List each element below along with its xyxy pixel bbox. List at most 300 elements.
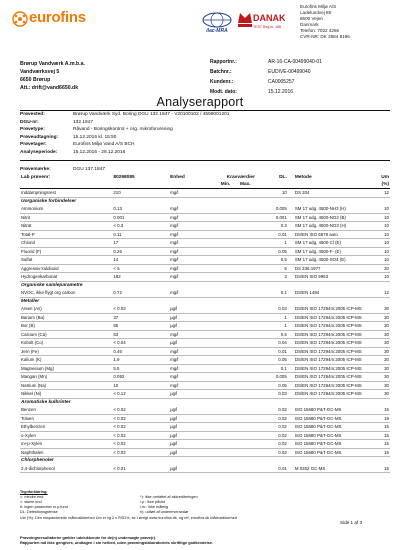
cell-um: 30	[363, 339, 390, 348]
cell-min	[220, 448, 239, 457]
cell-max	[239, 330, 262, 339]
cell-max	[239, 373, 262, 382]
cell-method: DS/EN ISO 17294m:2005 ICP-MS	[291, 330, 363, 339]
cell-min	[220, 406, 239, 414]
danak-logo	[236, 9, 286, 39]
cell-unit: mg/l	[169, 289, 220, 297]
cell-unit: mg/l	[169, 205, 220, 213]
meta-value: 15.12.2016	[268, 89, 294, 95]
cell-method: ISO 15680 P&T-GC-MS	[291, 406, 363, 414]
cell-method: DS 204	[291, 189, 363, 198]
cell-max	[239, 205, 262, 213]
cell-unit: mg/l	[169, 373, 220, 382]
table-row	[20, 414, 390, 423]
page-indicator	[340, 520, 362, 525]
cell-method: SM 17 udg. 4500-F- (E)	[291, 247, 363, 256]
cell-um: 30	[363, 356, 390, 365]
info-row	[20, 134, 390, 142]
table-row	[20, 448, 390, 457]
cell-method: DS/EN ISO 17294m:2005 ICP-MS	[291, 356, 363, 365]
cell-max	[239, 256, 262, 265]
cell-max	[239, 189, 262, 198]
cell-max	[239, 448, 262, 457]
cell-um: 12	[363, 189, 390, 198]
cell-max	[239, 364, 262, 373]
cell-um: 30	[363, 381, 390, 390]
cell-um: 30	[363, 330, 390, 339]
cell-value: < 0.02	[112, 406, 169, 414]
cell-unit: µg/l	[169, 465, 220, 473]
cell-min	[220, 356, 239, 365]
table-row	[20, 322, 390, 331]
cell-value: 210	[112, 189, 169, 198]
sample-mark-label: Prøvemærke:	[20, 167, 51, 172]
page-current: 1	[350, 520, 354, 525]
cell-um: 30	[363, 373, 390, 382]
table-row	[20, 364, 390, 373]
cell-min	[220, 273, 239, 282]
cell-dl: 0.01	[262, 230, 291, 239]
cell-um: 30	[363, 305, 390, 313]
meta-label: Kundenr.:	[210, 79, 234, 85]
table-row	[20, 256, 390, 265]
cell-max	[239, 423, 262, 432]
cell-parameter: Barium (Ba)	[20, 313, 112, 322]
cell-min	[220, 230, 239, 239]
sample-info	[20, 111, 390, 157]
cell-parameter: Nikkel (Ni)	[20, 390, 112, 399]
legend-item: >: større end	[20, 500, 42, 504]
cell-value: 17	[112, 239, 169, 248]
table-row	[20, 406, 390, 414]
cell-unit: mg/l	[169, 356, 220, 365]
results-table	[20, 174, 390, 473]
cell-method: DS/EN ISO 17294m:2005 ICP-MS	[291, 322, 363, 331]
info-label: Prøvetype:	[20, 127, 45, 133]
info-label: Prøveudtagning:	[20, 134, 59, 140]
cell-min	[220, 305, 239, 313]
table-row	[20, 289, 390, 297]
cell-parameter: o-Xylen	[20, 431, 112, 440]
brand-name: eurofins	[29, 9, 86, 26]
cell-parameter: Chlorid	[20, 239, 112, 248]
cell-value: 182	[112, 273, 169, 282]
cell-dl: 0.005	[262, 373, 291, 382]
page-of: af	[354, 520, 359, 525]
cell-min	[220, 205, 239, 213]
cell-unit: mg/l	[169, 364, 220, 373]
info-label: Prøvetager:	[20, 142, 47, 148]
cell-um: 10	[363, 247, 390, 256]
sample-mark	[20, 166, 390, 173]
customer-name: Brørup Vandværk A.m.b.a.	[20, 61, 85, 67]
ilac-mra-logo	[200, 11, 234, 37]
cell-min	[220, 373, 239, 382]
cell-max	[239, 414, 262, 423]
cell-dl: 0.02	[262, 414, 291, 423]
legend	[20, 490, 390, 521]
cell-value: < 0.02	[112, 414, 169, 423]
info-label: DGU-nr:	[20, 119, 39, 125]
cell-min	[220, 264, 239, 273]
cell-parameter: Kobolt (Co)	[20, 339, 112, 348]
cell-value: 1.9	[112, 356, 169, 365]
table-row	[20, 390, 390, 399]
meta-value: EUDIVE-00499040	[268, 69, 311, 75]
cell-dl: 10	[262, 189, 291, 198]
cell-method: DS/EN ISO 17294m:2005 ICP-MS	[291, 390, 363, 399]
cell-unit: µg/l	[169, 431, 220, 440]
cell-method: DS/EN ISO 6878 auto	[291, 230, 363, 239]
table-group-header	[20, 297, 390, 305]
cell-method: DS/EN ISO 17294m:2005 ICP-MS	[291, 347, 363, 356]
cell-max	[239, 390, 262, 399]
cell-parameter: 2,4-dichlorphenol	[20, 465, 112, 473]
cell-dl: 0.02	[262, 440, 291, 449]
cell-min	[220, 423, 239, 432]
table-group-header	[20, 398, 390, 406]
cell-dl: 0.02	[262, 406, 291, 414]
cell-unit: µg/l	[169, 414, 220, 423]
legend-col-left	[20, 495, 140, 515]
legend-item: i.p.: ikke påvist	[140, 500, 165, 504]
col-header-dl: DL.	[279, 175, 287, 180]
cell-max	[239, 406, 262, 414]
meta-row	[210, 57, 390, 67]
col-header-um: Um	[381, 175, 389, 180]
cell-min	[220, 440, 239, 449]
table-row	[20, 356, 390, 365]
cell-method: ISO 15680 P&T-GC-MS	[291, 414, 363, 423]
col-header-name: Lab prøvenr:	[21, 175, 51, 180]
cell-parameter: Total-P	[20, 230, 112, 239]
cell-um: 10	[363, 222, 390, 231]
cell-dl: 0.1	[262, 289, 291, 297]
legend-item: DL: Detektionsgrænse	[20, 510, 58, 514]
cell-min	[220, 239, 239, 248]
info-value: Råvand - Boringskontrol + org. mikroforurening	[73, 127, 173, 133]
table-row	[20, 465, 390, 473]
cell-min	[220, 390, 239, 399]
cell-value: 5.5	[112, 364, 169, 373]
cell-method: ISO 15680 P&T-GC-MS	[291, 423, 363, 432]
cell-um: 15	[363, 431, 390, 440]
sample-mark-value: DGU 137.1847	[73, 167, 105, 172]
uncertainty-note: Um (%): Den ekspanderede måleusikkerhed Um er lig 2 x RSD%, se i øvrigt www.eurofins.dk, og ref. eurofins.dk Måleusikkerhed	[20, 516, 237, 520]
cell-unit: mg/l	[169, 264, 220, 273]
cell-max	[239, 230, 262, 239]
cell-parameter: Jern (Fe)	[20, 347, 112, 356]
cell-um: 10	[363, 205, 390, 213]
cell-max	[239, 273, 262, 282]
cell-max	[239, 322, 262, 331]
cell-um: 15	[363, 465, 390, 473]
cell-value: < 0.02	[112, 431, 169, 440]
cell-min	[220, 189, 239, 198]
cell-dl: 0.5	[262, 330, 291, 339]
cell-um: 19	[363, 414, 390, 423]
eurofins-logo	[12, 11, 104, 27]
cell-um: 20	[363, 264, 390, 273]
cell-value: < 0.04	[112, 339, 169, 348]
cell-parameter: Nitrit	[20, 213, 112, 222]
cell-min	[220, 330, 239, 339]
cell-um: 30	[363, 313, 390, 322]
info-value: Brørup Vandværk Syd. Boring DGU 132.1847 - V20100102 / 4559001201	[73, 112, 230, 117]
cell-dl: 1	[262, 239, 291, 248]
cell-dl: 0.04	[262, 339, 291, 348]
legend-title: Tegnforklaring:	[20, 490, 48, 494]
cell-max	[239, 305, 262, 313]
company-line: 6600 Vejen	[300, 16, 323, 21]
cell-value: < 0.01	[112, 465, 169, 473]
cell-um: 10	[363, 213, 390, 222]
customer-city: 6650 Brørup	[20, 77, 51, 83]
info-label: Prøvested:	[20, 112, 45, 117]
cell-parameter: NVOC, ikke flygt org carbon	[20, 289, 112, 297]
table-row	[20, 381, 390, 390]
cell-dl: 0.01	[262, 465, 291, 473]
danak-reg: TEST Reg.nr. 168	[253, 25, 281, 29]
cell-unit: µg/l	[169, 305, 220, 313]
cell-max	[239, 313, 262, 322]
cell-parameter: m+p-Xylen	[20, 440, 112, 449]
table-row	[20, 330, 390, 339]
meta-label: Modt. dato:	[210, 89, 237, 95]
table-row	[20, 230, 390, 239]
cell-method: ISO 15680 P&T-GC-MS	[291, 431, 363, 440]
legend-item: #: ingen parameter m.p.fund	[20, 505, 68, 509]
cell-unit: mg/l	[169, 222, 220, 231]
cell-um: 10	[363, 230, 390, 239]
cell-max	[239, 465, 262, 473]
cell-min	[220, 322, 239, 331]
ilac-mra-text: ilac-MRA	[206, 28, 228, 34]
cell-parameter: Mangan (Mn)	[20, 373, 112, 382]
cell-dl: 0.001	[262, 213, 291, 222]
legend-item: i.m.: ikke målelig	[140, 505, 169, 509]
cell-parameter: Toluen	[20, 414, 112, 423]
col-header-um-pct: (%)	[363, 182, 390, 189]
group-label: Chlorphenoler	[21, 458, 54, 463]
meta-value: CA0005257	[268, 79, 295, 85]
cell-dl: 0.05	[262, 356, 291, 365]
cell-max	[239, 247, 262, 256]
cell-min	[220, 313, 239, 322]
cell-unit: mg/l	[169, 330, 220, 339]
cell-parameter: Natrium (Na)	[20, 381, 112, 390]
table-group-header	[20, 281, 390, 289]
footer-line: Rapporten må ikke gengives, undtagen i sin helhed, uden prøvningslaboratoriets skriftlige godkendelse.	[20, 540, 214, 545]
table-row	[20, 431, 390, 440]
cell-value: 14	[112, 256, 169, 265]
cell-method: ISO 15680 P&T-GC-MS	[291, 448, 363, 457]
company-address	[300, 4, 395, 40]
cell-unit: mg/l	[169, 347, 220, 356]
cell-parameter: Fluorid (F)	[20, 247, 112, 256]
info-row	[20, 149, 390, 157]
cell-um: 10	[363, 256, 390, 265]
legend-item: <: mindre end	[20, 495, 44, 499]
cell-method: SM 17 udg. 4500-Cl (E)	[291, 239, 363, 248]
info-value: 132.1847	[73, 119, 94, 125]
cell-value: < 0.03	[112, 305, 169, 313]
cell-max	[239, 264, 262, 273]
cell-parameter: Kalium (K)	[20, 356, 112, 365]
cell-dl: 0.3	[262, 222, 291, 231]
cell-method: SM 17 udg. 4500-SO4 (E)	[291, 256, 363, 265]
cell-um: 30	[363, 347, 390, 356]
legend-item: n): udført af underleverandør	[140, 510, 189, 514]
cell-parameter: Calcium (Ca)	[20, 330, 112, 339]
cell-max	[239, 381, 262, 390]
table-row	[20, 313, 390, 322]
cell-max	[239, 431, 262, 440]
cell-dl: 5	[262, 264, 291, 273]
cell-unit: µg/l	[169, 423, 220, 432]
cell-max	[239, 440, 262, 449]
group-label: Organiske samleparametre	[21, 282, 83, 288]
cell-parameter: Benzen	[20, 406, 112, 414]
cell-parameter: Ammonium	[20, 205, 112, 213]
meta-row	[210, 77, 390, 87]
legend-grid	[20, 495, 390, 515]
cell-max	[239, 222, 262, 231]
cell-value: 10	[112, 381, 169, 390]
cell-method: DS/EN ISO 17294m:2005 ICP-MS	[291, 339, 363, 348]
table-row	[20, 213, 390, 222]
cell-unit: µg/l	[169, 322, 220, 331]
cell-parameter: Inddampningsrest	[20, 189, 112, 198]
info-value: Eurofins Miljø Vand A/S BCH	[73, 142, 135, 148]
divider	[20, 160, 390, 161]
info-row	[20, 141, 390, 149]
cell-method: DS/EN 1484	[291, 289, 363, 297]
cell-min	[220, 381, 239, 390]
cell-unit: mg/l	[169, 230, 220, 239]
cell-value: < 0.12	[112, 390, 169, 399]
col-header-min: Min.	[220, 182, 239, 189]
cell-dl: 3	[262, 273, 291, 282]
cell-method: SM 17 udg. 4500-NO3 (H)	[291, 222, 363, 231]
cell-um: 30	[363, 390, 390, 399]
cell-value: < 5	[112, 264, 169, 273]
cell-parameter: Ethylbenzen	[20, 423, 112, 432]
cell-max	[239, 289, 262, 297]
cell-value: < 0.02	[112, 448, 169, 457]
table-group-header	[20, 457, 390, 465]
cell-value: 0.13	[112, 205, 169, 213]
cell-method: ISO 15680 P&T-GC-MS	[291, 440, 363, 449]
col-header-unit: Enhed	[170, 175, 185, 180]
table-header	[20, 174, 390, 182]
cell-min	[220, 222, 239, 231]
cell-parameter: Sulfat	[20, 256, 112, 265]
cell-um: 12	[363, 289, 390, 297]
cell-value: 85	[112, 322, 169, 331]
cell-dl: 0.05	[262, 247, 291, 256]
cell-max	[239, 339, 262, 348]
table-row	[20, 205, 390, 213]
table-row	[20, 264, 390, 273]
cell-um: 15	[363, 423, 390, 432]
cell-unit: mg/l	[169, 247, 220, 256]
cell-max	[239, 356, 262, 365]
cell-min	[220, 465, 239, 473]
cell-dl: 1	[262, 313, 291, 322]
table-row	[20, 440, 390, 449]
info-row	[20, 126, 390, 134]
cell-dl: 0.03	[262, 390, 291, 399]
info-row	[20, 111, 390, 119]
cell-value: 37	[112, 313, 169, 322]
cell-parameter: Aggressiv kuldioxid	[20, 264, 112, 273]
cell-unit: mg/l	[169, 189, 220, 198]
cell-parameter: Magnesium (Mg)	[20, 364, 112, 373]
cell-value: < 0.02	[112, 423, 169, 432]
col-header-limits: Kravværdier	[226, 175, 255, 180]
cell-method: DS/EN ISO 17294m:2005 ICP-MS	[291, 313, 363, 322]
meta-row	[210, 67, 390, 77]
cell-dl: 0.03	[262, 305, 291, 313]
info-row	[20, 119, 390, 127]
table-row	[20, 222, 390, 231]
cell-parameter: Arsen (As)	[20, 305, 112, 313]
cell-value: 0.46	[112, 347, 169, 356]
cell-unit: µg/l	[169, 339, 220, 348]
info-label: Analyseperiode:	[20, 149, 58, 155]
cell-value: 0.11	[112, 230, 169, 239]
cell-dl: 1	[262, 322, 291, 331]
cell-dl: 0.5	[262, 256, 291, 265]
eurofins-mark-icon	[12, 11, 28, 27]
cell-value: < 0.02	[112, 440, 169, 449]
company-line: Eurofins Miljø A/S	[300, 4, 337, 9]
customer-address	[20, 60, 220, 92]
cell-unit: µg/l	[169, 390, 220, 399]
cell-dl: 0.005	[262, 205, 291, 213]
table-group-header	[20, 197, 390, 205]
customer-street: Vandværksvej 5	[20, 69, 60, 75]
cell-min	[220, 347, 239, 356]
cell-dl: 0.02	[262, 431, 291, 440]
group-label: Uorganiske forbindelser	[21, 198, 77, 204]
cell-min	[220, 431, 239, 440]
legend-item: *): ikke omfattet af akkrediteringen	[140, 495, 198, 499]
cell-method: DS/EN ISO 17294m:2005 ICP-MS	[291, 305, 363, 313]
table-row	[20, 347, 390, 356]
table-row	[20, 189, 390, 198]
table-row	[20, 247, 390, 256]
table-row	[20, 305, 390, 313]
cell-value: 0.092	[112, 373, 169, 382]
footer-disclaimer	[20, 535, 390, 545]
cell-method: DS/EN ISO 9963	[291, 273, 363, 282]
customer-att: Att.: drift@vand6650.dk	[20, 85, 79, 91]
cell-value: 0.001	[112, 213, 169, 222]
cell-dl: 0.02	[262, 448, 291, 457]
company-line: Telefon: 7022 4266	[300, 28, 340, 33]
cell-um: 10	[363, 239, 390, 248]
cell-um: 30	[363, 322, 390, 331]
cell-unit: µg/l	[169, 406, 220, 414]
table-row	[20, 239, 390, 248]
cell-parameter: Nitrat	[20, 222, 112, 231]
cell-max	[239, 213, 262, 222]
company-line: Danmark	[300, 22, 319, 27]
cell-parameter: Bor (B)	[20, 322, 112, 331]
col-header-lab-no: 80298085	[113, 175, 135, 180]
